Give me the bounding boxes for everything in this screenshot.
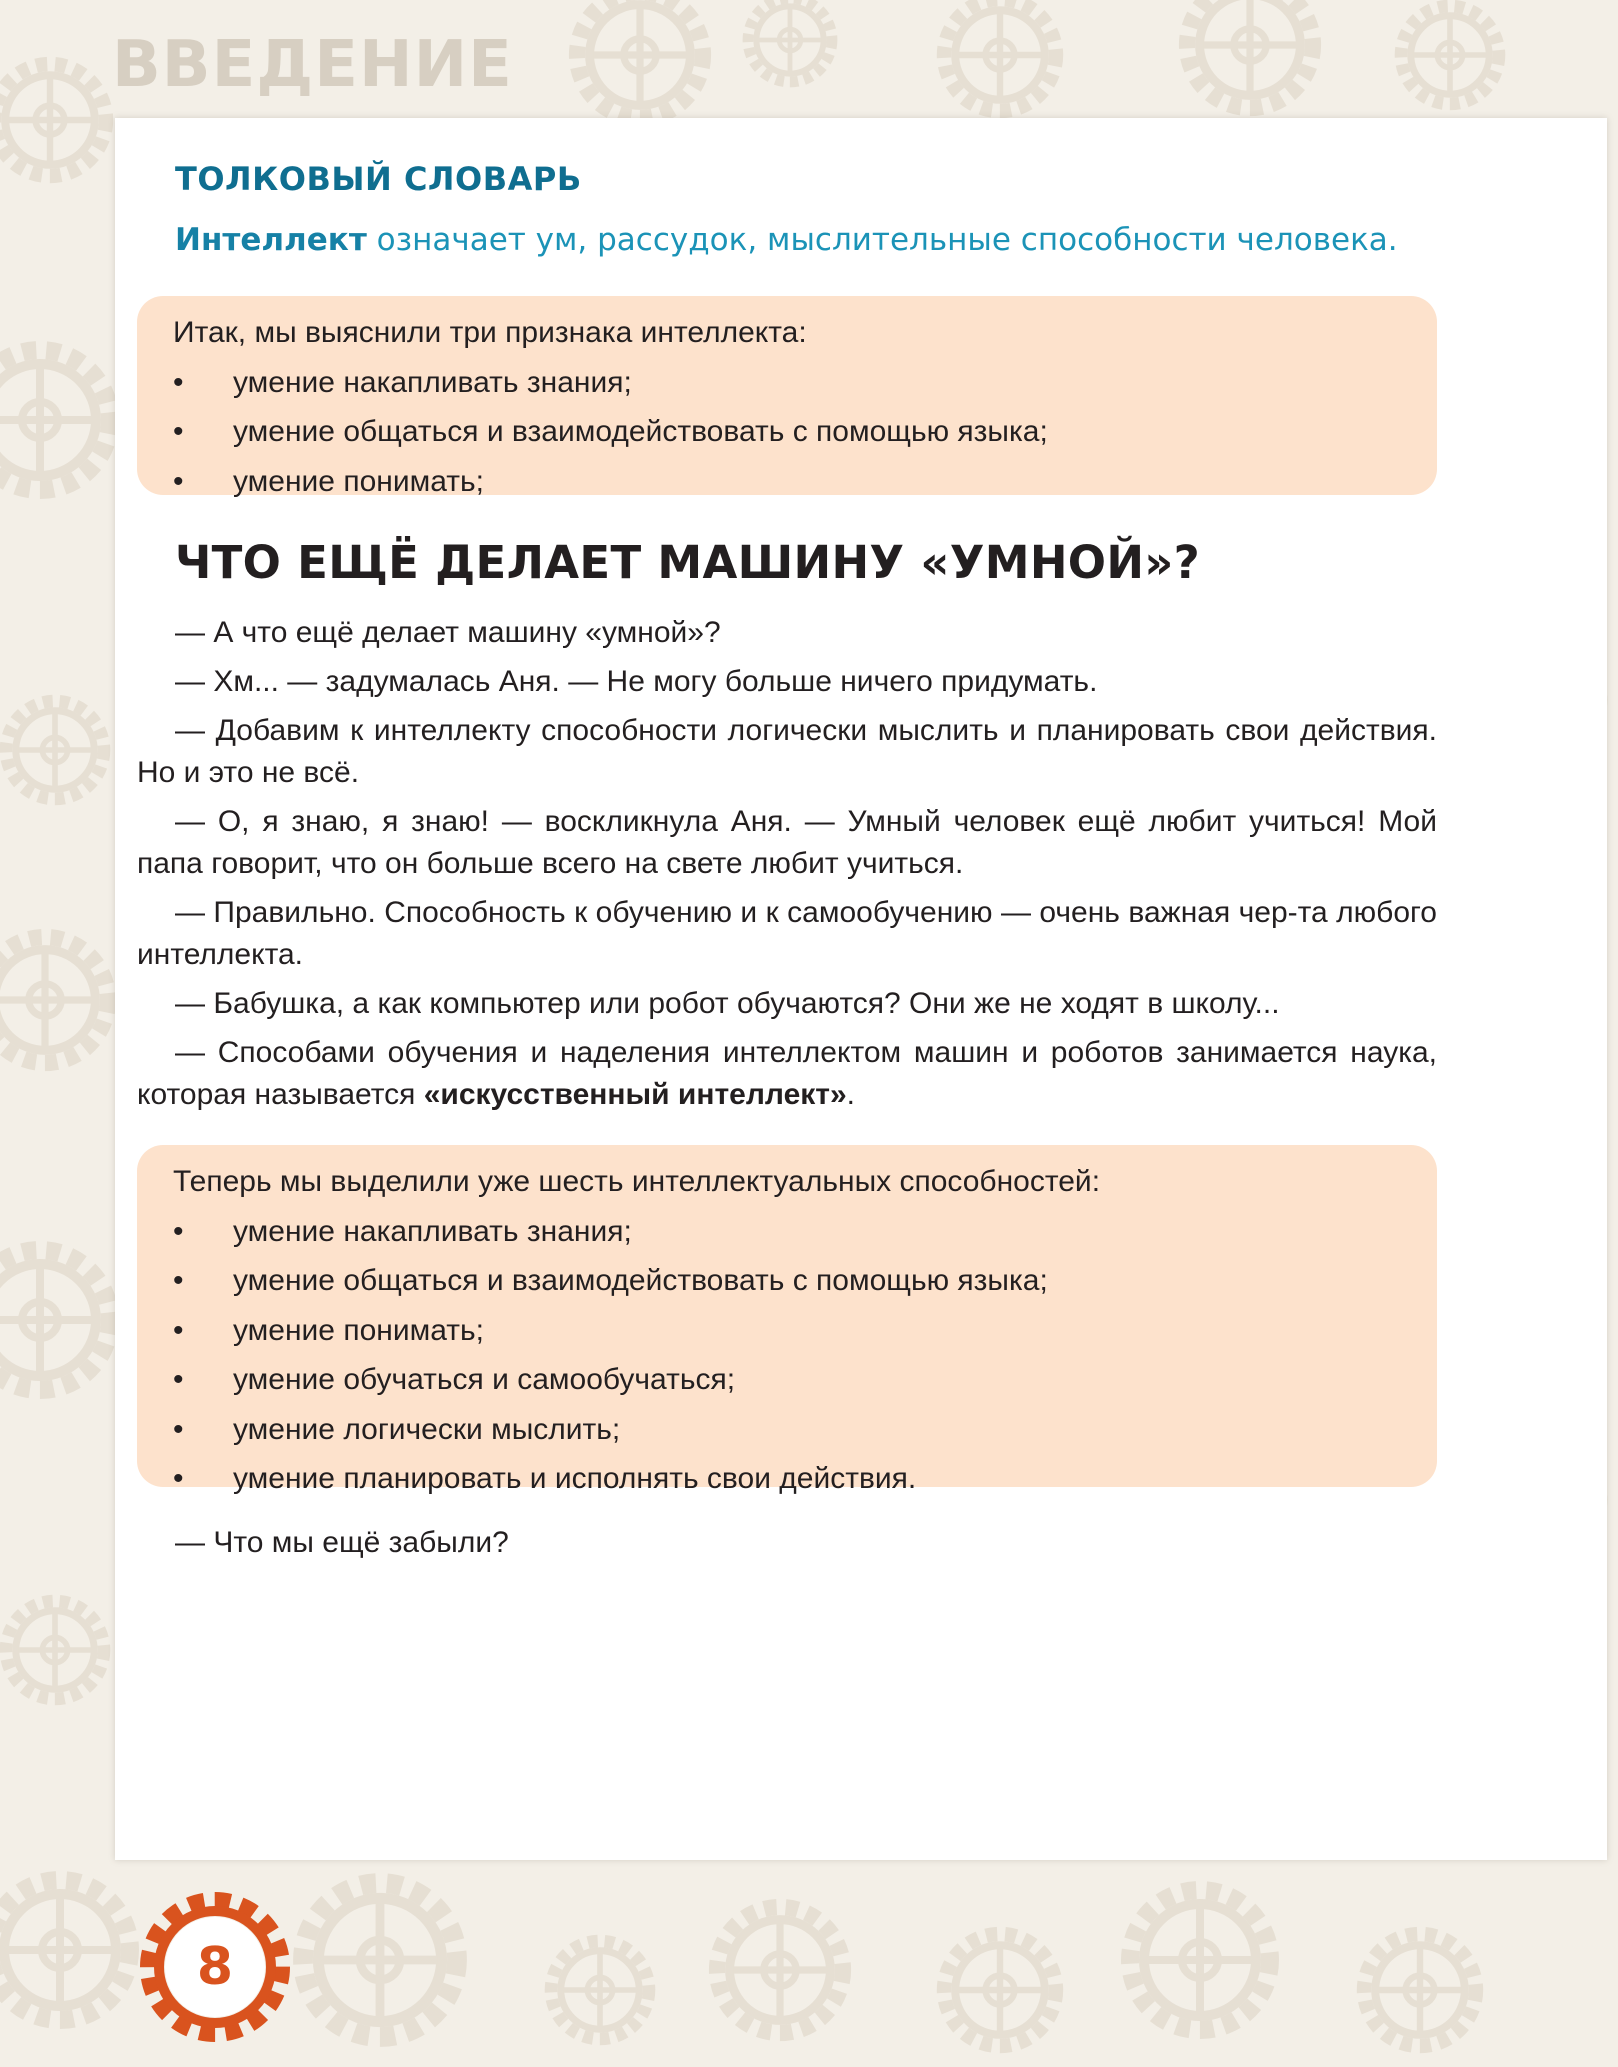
bullet-icon: • [173,415,184,448]
summary-box-six-abilities [137,1145,1437,1495]
dialogue-paragraph: — Что мы ещё забыли? [175,1526,509,1559]
dialogue-paragraph: — А что ещё делает машину «умной»? [175,616,721,649]
bullet-icon: • [173,1264,184,1297]
dictionary-heading: ТОЛКОВЫЙ СЛОВАРЬ [175,160,582,198]
list-item: • умение логически мыслить; [173,1405,1397,1455]
dialogue-paragraph: — Способами обучения и наделения интеллектом машин и роботов занимается наука, которая называется «искусственный интеллект». [137,1036,1437,1111]
summary-intro: Итак, мы выяснили три признака интеллекта: [173,316,807,349]
bullet-icon: • [173,365,184,399]
bullet-icon: • [173,1412,184,1446]
list-item: • умение понимать; [173,1306,1397,1356]
dialogue-paragraph: — Добавим к интеллекту способности логически мыслить и планировать свои действия. Но и это не всё. [137,714,1437,789]
dictionary-term: Интеллект [175,222,367,258]
bullet-icon: • [173,1363,184,1396]
page-number: 8 [196,1937,234,1997]
list-item: • умение обучаться и самообучаться; [173,1355,1397,1405]
list-item: • умение общаться и взаимодействовать с помощью языка; [173,407,1397,457]
highlighted-term: «искусственный интеллект» [423,1078,847,1111]
list-item: • умение планировать и исполнять свои действия. [173,1454,1397,1504]
summary-box-three-signs [137,296,1437,498]
bullet-icon: • [173,1214,184,1248]
bullet-icon: • [173,1462,184,1495]
bullet-icon: • [173,464,184,498]
dialogue-paragraph: — Бабушка, а как компьютер или робот обучаются? Они же не ходят в школу... [175,987,1280,1020]
list-item: • умение общаться и взаимодействовать с помощью языка; [173,1256,1397,1306]
bullet-icon: • [173,1313,184,1347]
dialogue-paragraph: — О, я знаю, я знаю! — воскликнула Аня. — Умный человек ещё любит учиться! Мой папа говорит, что он больше всего на свете любит учиться. [137,805,1437,880]
dialogue-paragraph: — Хм... — задумалась Аня. — Не могу больше ничего придумать. [175,665,1098,698]
summary-list [173,358,1397,507]
summary-list [173,1207,1397,1504]
chapter-title: ВВЕДЕНИЕ [112,28,513,102]
list-item: • умение понимать; [173,457,1397,507]
list-item: • умение накапливать знания; [173,1207,1397,1257]
list-item: • умение накапливать знания; [173,358,1397,408]
dictionary-definition-text: означает ум, рассудок, мыслительные способности человека. [366,222,1398,258]
section-heading: ЧТО ЕЩЁ ДЕЛАЕТ МАШИНУ «УМНОЙ»? [175,536,1201,589]
dictionary-definition [175,222,1398,258]
summary-intro: Теперь мы выделили уже шесть интеллектуальных способностей: [173,1165,1101,1198]
dialogue-paragraph: — Правильно. Способность к обучению и к самообучению — очень важная чер-та любого интеллекта. [137,896,1437,971]
